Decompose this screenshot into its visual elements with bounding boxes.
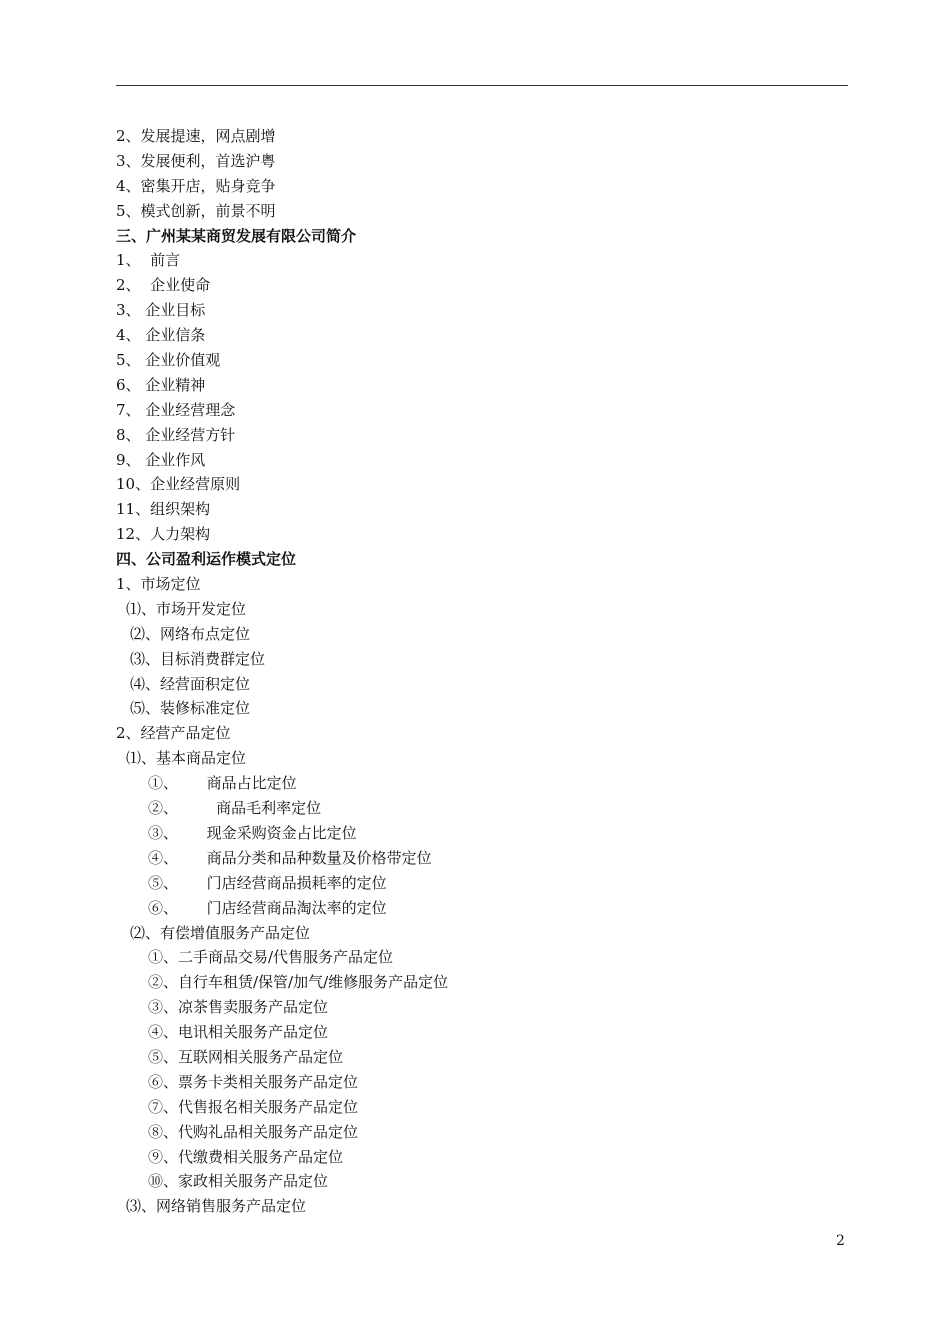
list-item: ⑨、代缴费相关服务产品定位 <box>148 1147 344 1166</box>
list-item: ⑶、目标消费群定位 <box>130 649 266 668</box>
list-item: 5、模式创新，前景不明 <box>116 201 276 220</box>
list-item: ⑵、有偿增值服务产品定位 <box>130 923 311 942</box>
list-item: ⑩、家政相关服务产品定位 <box>148 1172 329 1191</box>
list-item: 2、经营产品定位 <box>116 724 231 743</box>
list-item: 4、密集开店，贴身竞争 <box>116 176 276 195</box>
list-item: 5、 企业价值观 <box>116 351 221 370</box>
document-body <box>116 124 848 1219</box>
list-item: ⑶、网络销售服务产品定位 <box>126 1197 307 1216</box>
list-item: ①、二手商品交易/代售服务产品定位 <box>148 948 394 967</box>
list-item: 2、发展提速，网点剧增 <box>116 127 276 145</box>
list-item: 7、 企业经营理念 <box>116 400 236 419</box>
list-item: 6、 企业精神 <box>116 375 206 394</box>
list-item: ⑷、经营面积定位 <box>130 674 251 693</box>
list-item: ③、 现金采购资金占比定位 <box>148 823 357 842</box>
list-item: 3、 企业目标 <box>116 301 206 320</box>
section-heading: 四、公司盈利运作模式定位 <box>116 550 297 569</box>
list-item: ⑸、装修标准定位 <box>130 699 251 718</box>
list-item: ④、电讯相关服务产品定位 <box>148 1023 329 1042</box>
list-item: 2、 企业使命 <box>116 276 211 295</box>
list-item: ⑥、票务卡类相关服务产品定位 <box>148 1072 359 1091</box>
list-item: 1、市场定位 <box>116 575 201 594</box>
list-item: ⑴、基本商品定位 <box>126 749 247 768</box>
list-item: 12、人力架构 <box>116 525 211 544</box>
header-rule <box>116 85 848 86</box>
list-item: ②、自行车租赁/保管/加气/维修服务产品定位 <box>148 973 449 992</box>
section-heading: 三、广州某某商贸发展有限公司简介 <box>116 226 357 245</box>
list-item: ③、凉茶售卖服务产品定位 <box>148 998 329 1017</box>
list-item: 3、发展便利，首选沪粤 <box>116 151 276 170</box>
list-item: 4、 企业信条 <box>116 326 206 345</box>
list-item: ⑥、 门店经营商品淘汰率的定位 <box>148 898 387 917</box>
list-item: ⑦、代售报名相关服务产品定位 <box>148 1097 359 1116</box>
list-item: 9、 企业作风 <box>116 450 206 469</box>
list-item: ④、 商品分类和品种数量及价格带定位 <box>148 848 432 867</box>
list-item: 11、组织架构 <box>116 500 211 519</box>
page-number: 2 <box>836 1233 845 1249</box>
list-item: ②、 商品毛利率定位 <box>148 799 322 818</box>
list-item: 1、 前言 <box>116 251 181 270</box>
list-item: ⑤、 门店经营商品损耗率的定位 <box>148 873 387 892</box>
list-item: ⑧、代购礼品相关服务产品定位 <box>148 1122 359 1141</box>
list-item: ①、 商品占比定位 <box>148 774 297 793</box>
list-item: ⑵、网络布点定位 <box>130 624 251 643</box>
list-item: ⑤、互联网相关服务产品定位 <box>148 1047 344 1066</box>
list-item: 10、企业经营原则 <box>116 475 241 494</box>
list-item: ⑴、市场开发定位 <box>126 599 247 618</box>
list-item: 8、 企业经营方针 <box>116 425 236 444</box>
